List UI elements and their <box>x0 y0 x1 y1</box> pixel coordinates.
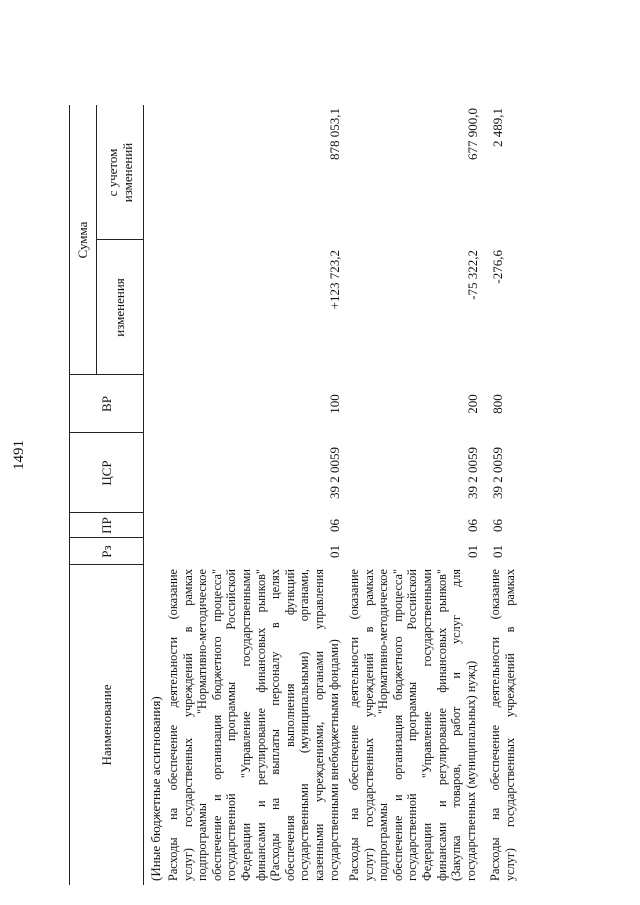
header-bottom-border <box>143 105 144 885</box>
row-2-description <box>347 569 478 881</box>
row-2-line-5: государственной программы Российской <box>405 569 420 881</box>
row-3-csr: 39 2 0059 <box>490 447 505 499</box>
row-3-line-1: Расходы на обеспечение деятельности (оказание <box>488 569 502 881</box>
row-3-vr: 800 <box>490 394 505 414</box>
row-2-line-9: государственных (муниципальных) нужд) <box>463 660 478 881</box>
row-1-pr: 06 <box>327 519 342 532</box>
row-1-line-4: обеспечение и организация бюджетного процесса" <box>209 569 224 881</box>
row-2-line-2: услуг) государственных учреждений в рамках <box>361 569 376 881</box>
row-2-vr: 200 <box>465 394 480 414</box>
row-1-line-3: подпрограммы "Нормативно-методическое <box>195 569 210 881</box>
header-name: Наименование <box>99 684 114 766</box>
row-3-change: -276,6 <box>490 250 505 284</box>
header-with-change <box>105 105 135 240</box>
row-2-with-change: 677 900,0 <box>465 108 480 160</box>
sum-header-divider <box>96 105 97 375</box>
row-3-with-change: 2 489,1 <box>490 108 505 147</box>
row-1-line-6: Федерации "Управление государственными <box>238 569 253 881</box>
row-1-csr: 39 2 0059 <box>327 447 342 499</box>
row-1-description <box>166 569 341 881</box>
row-1-rz: 01 <box>327 545 342 558</box>
row-3-line-2: услуг) государственных учреждений в рамках <box>502 569 517 881</box>
row-1-change: +123 723,2 <box>327 250 342 310</box>
row-1-line-1: Расходы на обеспечение деятельности (оказание <box>166 569 180 881</box>
row-2-line-8: (Закупка товаров, работ и услуг для <box>449 569 464 881</box>
row-2-change: -75 322,2 <box>465 250 480 300</box>
row-1-vr: 100 <box>327 394 342 414</box>
row-1-line-10: государственными (муниципальными) органами, <box>297 569 312 881</box>
section-label: (Иные бюджетные ассигнования) <box>148 696 163 881</box>
row-1-line-12: государственными внебюджетными фондами) <box>326 639 341 881</box>
header-vr: ВР <box>99 396 114 412</box>
header-csr: ЦСР <box>99 460 114 486</box>
row-2-line-7: финансами и регулирование финансовых рынков" <box>434 569 449 881</box>
row-3-rz: 01 <box>490 545 505 558</box>
budget-table <box>69 105 629 885</box>
row-1-line-8: (Расходы на выплаты персоналу в целях <box>268 569 283 881</box>
row-1-with-change: 878 053,1 <box>327 108 342 160</box>
row-2-pr: 06 <box>465 519 480 532</box>
header-with-change-line1: с учетом <box>105 148 120 197</box>
row-2-line-6: Федерации "Управление государственными <box>419 569 434 881</box>
row-2-line-3: подпрограммы "Нормативно-методическое <box>376 569 391 881</box>
header-rz: Рз <box>99 545 114 558</box>
table-top-border <box>69 105 70 885</box>
row-3-description <box>488 569 517 881</box>
row-3-pr: 06 <box>490 519 505 532</box>
page-number: 1491 <box>11 440 27 470</box>
row-1-line-11: казенными учреждениями, органами управления <box>311 569 326 881</box>
header-pr: ПР <box>99 517 114 534</box>
row-2-rz: 01 <box>465 545 480 558</box>
row-2-line-1: Расходы на обеспечение деятельности (оказание <box>347 569 361 881</box>
header-sum: Сумма <box>75 221 90 259</box>
row-1-line-5: государственной программы Российской <box>224 569 239 881</box>
header-with-change-line2: изменений <box>120 142 135 203</box>
row-1-line-9: обеспечения выполнения функций <box>282 569 297 881</box>
row-2-line-4: обеспечение и организация бюджетного процесса" <box>390 569 405 881</box>
row-1-line-7: финансами и регулирование финансовых рынков" <box>253 569 268 881</box>
row-1-line-2: услуг) государственных учреждений в рамках <box>180 569 195 881</box>
row-2-csr: 39 2 0059 <box>465 447 480 499</box>
header-change: изменения <box>112 278 127 337</box>
